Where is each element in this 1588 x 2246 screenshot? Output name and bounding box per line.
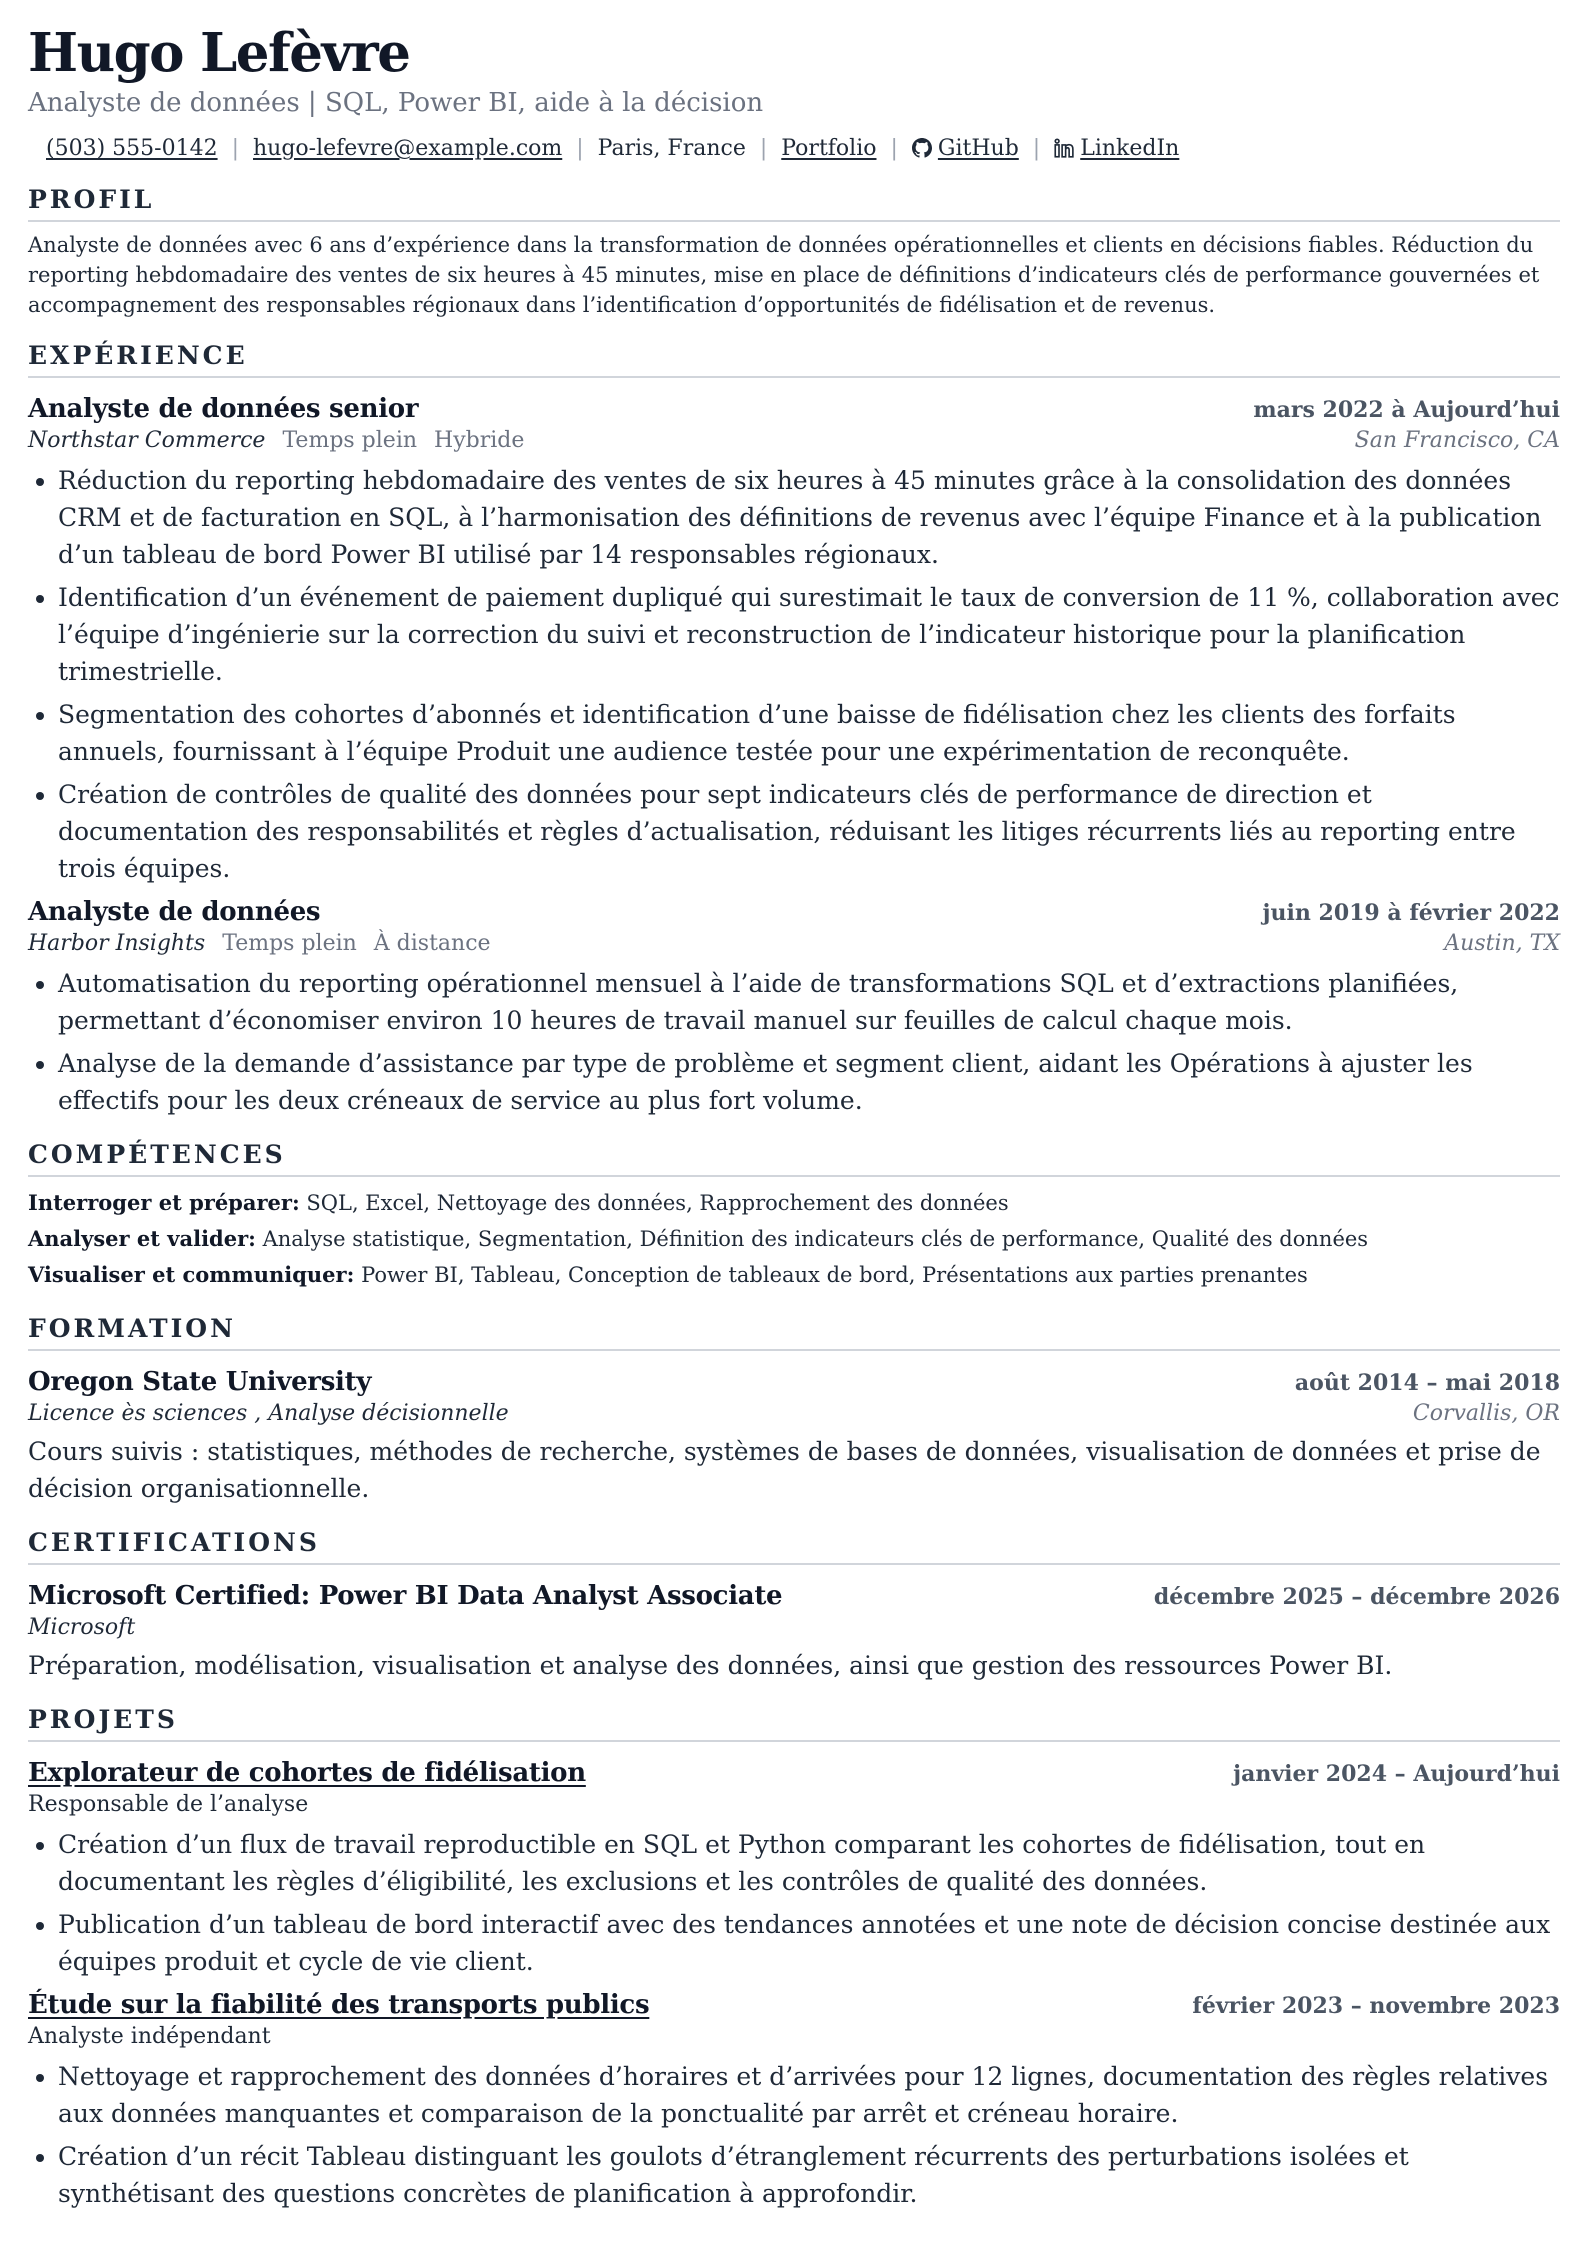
section-title-projects: PROJETS	[28, 1704, 1560, 1742]
employment-type: Temps plein	[222, 931, 357, 956]
experience-entry	[28, 895, 1560, 1119]
separator: |	[231, 136, 239, 161]
separator: |	[759, 136, 768, 161]
project-dates: février 2023 – novembre 2023	[1192, 1993, 1560, 2019]
project-entry	[28, 1988, 1560, 2212]
section-title-skills: COMPÉTENCES	[28, 1139, 1560, 1177]
skill-label: Visualiser et communiquer:	[28, 1262, 355, 1287]
job-dates: mars 2022 à Aujourd’hui	[1253, 397, 1560, 423]
location-text: Paris, France	[597, 136, 746, 161]
list-item: • Création d’un flux de travail reproductible en SQL et Python comparant les cohortes de fidélisation, tout en documentant les règles d’éligibilité, les exclusions et les contrôles de qualité des données.	[58, 1826, 1560, 1900]
section-title-profile: PROFIL	[28, 184, 1560, 222]
work-mode: À distance	[373, 931, 491, 956]
github-link[interactable]	[912, 134, 1019, 164]
skill-label: Analyser et valider:	[28, 1226, 256, 1251]
certification-issuer: Microsoft	[28, 1615, 136, 1640]
work-mode: Hybride	[434, 428, 525, 453]
job-title: Analyste de données	[28, 897, 321, 927]
skills-list	[28, 1185, 1560, 1293]
separator: |	[1032, 136, 1041, 161]
email-link[interactable]: hugo-lefevre@example.com	[253, 136, 563, 161]
project-bullets	[28, 1826, 1560, 1980]
list-item: • Nettoyage et rapprochement des données d’horaires et d’arrivées pour 12 lignes, documentation des règles relatives aux données manquantes et comparaison de la ponctualité par arrêt et créneau horaire.	[58, 2058, 1560, 2132]
list-item: • Automatisation du reporting opérationnel mensuel à l’aide de transformations SQL et d’extractions planifiées, permettant d’économiser environ 10 heures de travail manuel sur feuilles de calcul chaque mois.	[58, 965, 1560, 1039]
list-item: • Publication d’un tableau de bord interactif avec des tendances annotées et une note de décision concise destinée aux équipes produit et cycle de vie client.	[58, 1906, 1560, 1980]
linkedin-link[interactable]	[1054, 134, 1179, 164]
skill-value: Analyse statistique, Segmentation, Définition des indicateurs clés de performance, Qualité des données	[262, 1227, 1369, 1251]
section-title-experience: EXPÉRIENCE	[28, 340, 1560, 378]
skill-row	[28, 1185, 1560, 1221]
skill-value: Power BI, Tableau, Conception de tableaux de bord, Présentations aux parties prenantes	[361, 1263, 1308, 1287]
certification-description: Préparation, modélisation, visualisation et analyse des données, ainsi que gestion des ressources Power BI.	[28, 1651, 1393, 1680]
skill-row	[28, 1257, 1560, 1293]
job-dates: juin 2019 à février 2022	[1262, 900, 1560, 926]
company-name: Northstar Commerce	[28, 428, 266, 453]
list-item: • Création de contrôles de qualité des données pour sept indicateurs clés de performance de direction et documentation des responsabilités et règles d’actualisation, réduisant les litiges récurrents liés au reporting entre trois équipes.	[58, 776, 1560, 887]
education-location: Corvallis, OR	[1412, 1401, 1560, 1426]
project-bullets	[28, 2058, 1560, 2212]
project-title-link[interactable]: Explorateur de cohortes de fidélisation	[28, 1758, 586, 1788]
company-name: Harbor Insights	[28, 931, 206, 956]
linkedin-label[interactable]: LinkedIn	[1080, 136, 1180, 161]
job-location: San Francisco, CA	[1354, 428, 1560, 453]
job-location: Austin, TX	[1444, 931, 1560, 956]
list-item: • Création d’un récit Tableau distinguant les goulots d’étranglement récurrents des perturbations isolées et synthétisant des questions concrètes de planification à approfondir.	[58, 2138, 1560, 2212]
candidate-name: Hugo Lefèvre	[28, 22, 410, 84]
experience-entry	[28, 392, 1560, 887]
profile-summary: Analyste de données avec 6 ans d’expérience dans la transformation de données opérationnelles et clients en décisions fiables. Réduction du reporting hebdomadaire des ventes de six heures à 45 minutes, mise en place de définitions d’indicateurs clés de performance gouvernées et accompagnement des responsables régionaux dans l’identification d’opportunités de fidélisation et de revenus.	[28, 233, 1540, 317]
project-dates: janvier 2024 – Aujourd’hui	[1233, 1761, 1560, 1787]
github-label[interactable]: GitHub	[937, 136, 1019, 161]
separator: |	[890, 136, 898, 161]
job-title: Analyste de données senior	[28, 394, 419, 424]
list-item: • Identification d’un événement de paiement dupliqué qui surestimait le taux de conversion de 11 %, collaboration avec l’équipe d’ingénierie sur la correction du suivi et reconstruction de l’indicateur historique pour la planification trimestrielle.	[58, 579, 1560, 690]
skill-row	[28, 1221, 1560, 1257]
employment-type: Temps plein	[282, 428, 418, 453]
separator: |	[576, 136, 584, 161]
list-item: • Segmentation des cohortes d’abonnés et identification d’une baisse de fidélisation chez les clients des forfaits annuels, fournissant à l’équipe Produit une audience testée pour une expérimentation de reconquête.	[58, 696, 1560, 770]
linkedin-icon	[1054, 138, 1074, 158]
job-bullets	[28, 462, 1560, 887]
certification-name: Microsoft Certified: Power BI Data Analyst Associate	[28, 1581, 783, 1611]
section-title-certifications: CERTIFICATIONS	[28, 1527, 1560, 1565]
degree: Licence ès sciences , Analyse décisionnelle	[28, 1401, 509, 1426]
project-role: Analyste indépendant	[28, 2024, 271, 2049]
phone-link[interactable]: (503) 555-0142	[46, 136, 218, 161]
portfolio-link[interactable]: Portfolio	[781, 136, 877, 161]
skill-label: Interroger et préparer:	[28, 1190, 300, 1215]
project-role: Responsable de l’analyse	[28, 1792, 309, 1817]
section-title-education: FORMATION	[28, 1313, 1560, 1351]
school-name: Oregon State University	[28, 1367, 372, 1397]
skill-value: SQL, Excel, Nettoyage des données, Rapprochement des données	[306, 1191, 1009, 1215]
project-title-link[interactable]: Étude sur la fiabilité des transports publics	[28, 1990, 650, 2020]
education-entry	[28, 1365, 1560, 1507]
list-item: • Réduction du reporting hebdomadaire des ventes de six heures à 45 minutes grâce à la consolidation des données CRM et de facturation en SQL, à l’harmonisation des définitions de revenus avec l’équipe Finance et à la publication d’un tableau de bord Power BI utilisé par 14 responsables régionaux.	[58, 462, 1560, 573]
job-bullets	[28, 965, 1560, 1119]
github-icon	[912, 138, 932, 158]
certification-entry	[28, 1579, 1560, 1684]
project-entry	[28, 1756, 1560, 1980]
education-dates: août 2014 – mai 2018	[1294, 1370, 1560, 1396]
contact-bar	[46, 134, 1560, 164]
list-item: • Analyse de la demande d’assistance par type de problème et segment client, aidant les Opérations à ajuster les effectifs pour les deux créneaux de service au plus fort volume.	[58, 1045, 1560, 1119]
certification-dates: décembre 2025 – décembre 2026	[1153, 1584, 1560, 1610]
headline: Analyste de données | SQL, Power BI, aide à la décision	[28, 88, 764, 118]
courses: Cours suivis : statistiques, méthodes de recherche, systèmes de bases de données, visualisation de données et prise de décision organisationnelle.	[28, 1437, 1541, 1503]
